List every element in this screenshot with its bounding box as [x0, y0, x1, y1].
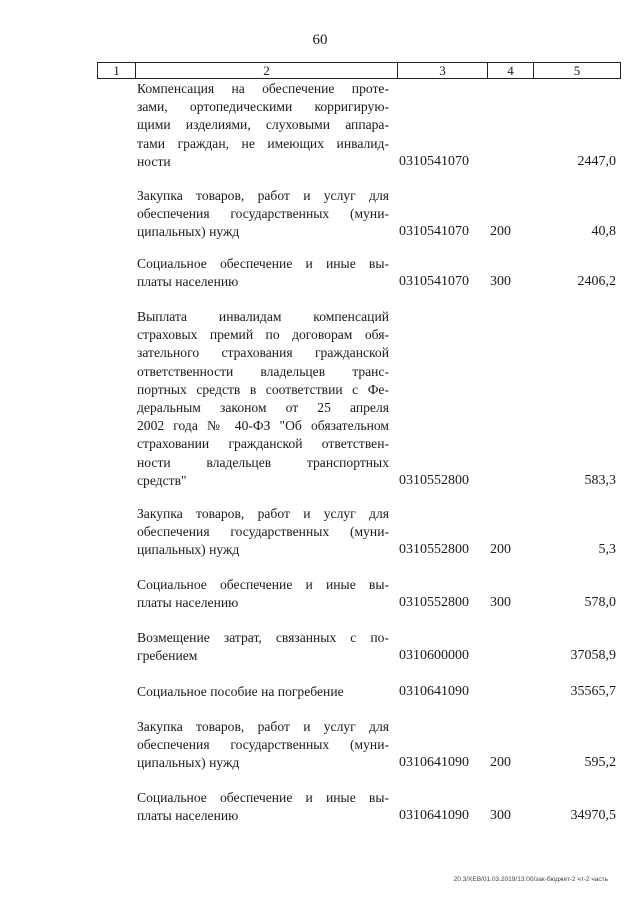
description-line: Социальное обеспечение и иные вы- — [137, 256, 389, 271]
row-code: 0310541070 — [399, 153, 469, 169]
row-expense-type: 300 — [490, 595, 511, 611]
row-code: 0310600000 — [399, 648, 469, 664]
description-line: платы населению — [137, 595, 239, 611]
footer-stamp: 20.3/ХЕВ/01.03.2019/13:00/зак-бюджет-2 чт-2 часть — [453, 876, 608, 883]
description-line: зательного страхования гражданской — [137, 345, 389, 361]
description-line: Закупка товаров, работ и услуг для — [137, 506, 389, 521]
description-line: ципальных) нужд — [137, 224, 240, 240]
description-line: обеспечения государственных (муни- — [137, 206, 389, 222]
description-line: страховании гражданской ответствен- — [137, 436, 389, 452]
row-description — [137, 308, 389, 490]
description-line: портных средств в соответствии с Фе- — [137, 381, 389, 397]
description-line: средств" — [137, 472, 187, 488]
row-amount: 2447,0 — [577, 153, 616, 169]
row-expense-type: 200 — [490, 224, 511, 240]
row-code: 0310552800 — [399, 472, 469, 488]
description-line: Выплата инвалидам компенсаций — [137, 309, 389, 324]
description-line: платы населению — [137, 808, 239, 824]
row-amount: 40,8 — [591, 224, 616, 240]
description-line: Закупка товаров, работ и услуг для — [137, 719, 389, 734]
row-description — [137, 718, 389, 773]
header-col-5: 5 — [573, 63, 581, 78]
description-line: гребением — [137, 648, 198, 664]
description-line: тами граждан, не имеющих инвалид- — [137, 135, 389, 151]
row-amount: 5,3 — [598, 542, 616, 558]
row-code: 0310641090 — [399, 684, 469, 699]
description-line: деральным законом от 25 апреля — [137, 399, 389, 415]
row-amount: 34970,5 — [570, 808, 616, 824]
header-col-2: 2 — [136, 63, 398, 78]
row-description — [137, 80, 389, 171]
description-line: обеспечения государственных (муни- — [137, 524, 389, 540]
header-col-3: 3 — [398, 63, 488, 78]
row-code: 0310552800 — [399, 595, 469, 611]
row-code: 0310641090 — [399, 755, 469, 771]
page-number: 60 — [312, 32, 328, 48]
row-expense-type: 300 — [490, 808, 511, 824]
description-line: страховых премий по договорам обя- — [137, 327, 389, 343]
description-line: зами, ортопедическими корригирую- — [137, 99, 389, 115]
row-description — [137, 576, 389, 612]
row-amount: 578,0 — [584, 595, 616, 611]
row-expense-type: 300 — [490, 274, 511, 290]
row-code: 0310541070 — [399, 224, 469, 240]
header-col-1: 1 — [98, 63, 136, 78]
header-col-4: 4 — [488, 63, 534, 78]
description-line: Компенсация на обеспечение проте- — [137, 81, 389, 96]
description-line: Социальное пособие на погребение — [137, 684, 344, 699]
description-line: Социальное обеспечение и иные вы- — [137, 577, 389, 592]
description-line: ности — [137, 153, 171, 169]
row-amount: 37058,9 — [570, 648, 616, 664]
description-line: обеспечения государственных (муни- — [137, 737, 389, 753]
row-code: 0310541070 — [399, 274, 469, 290]
description-line: ответственности владельцев транс- — [137, 363, 389, 379]
row-description — [137, 255, 389, 291]
description-line: ности владельцев транспортных — [137, 454, 389, 470]
row-amount: 583,3 — [584, 472, 616, 488]
row-expense-type: 200 — [490, 755, 511, 771]
row-amount: 2406,2 — [577, 274, 616, 290]
row-description — [137, 629, 389, 665]
description-line: ципальных) нужд — [137, 542, 240, 558]
description-line: Социальное обеспечение и иные вы- — [137, 790, 389, 805]
row-description — [137, 789, 389, 825]
description-line: Закупка товаров, работ и услуг для — [137, 188, 389, 203]
row-description — [137, 505, 389, 560]
description-line: 2002 года № 40-ФЗ "Об обязательном — [137, 418, 389, 434]
description-line: Возмещение затрат, связанных с по- — [137, 630, 389, 645]
row-description — [137, 683, 389, 701]
description-line: платы населению — [137, 274, 239, 290]
row-description — [137, 187, 389, 242]
row-expense-type: 200 — [490, 542, 511, 558]
row-amount: 35565,7 — [570, 684, 616, 699]
row-code: 0310641090 — [399, 808, 469, 824]
row-amount: 595,2 — [584, 755, 616, 771]
table-header — [97, 62, 621, 79]
row-code: 0310552800 — [399, 542, 469, 558]
description-line: ципальных) нужд — [137, 755, 240, 771]
description-line: щими изделиями, слуховыми аппара- — [137, 117, 389, 133]
